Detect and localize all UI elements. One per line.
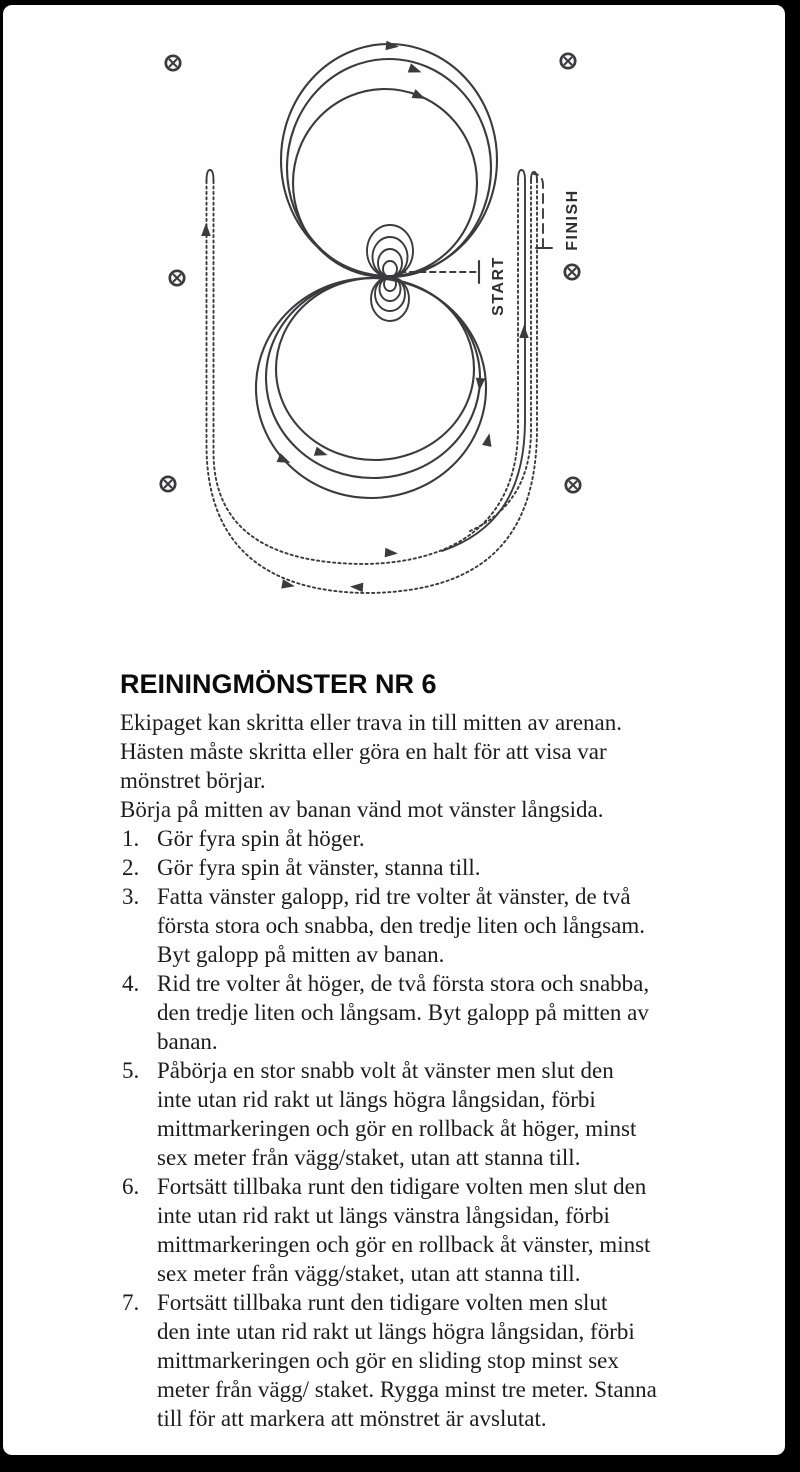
step-line: Påbörja en stor snabb volt åt vänster men slut den [157,1058,614,1083]
arena-marker-icon [565,265,579,279]
step-line: banan. [157,1029,218,1054]
step-line: inte utan rid rakt ut längs vänstra långsidan, förbi [157,1203,610,1228]
step-item [120,853,720,882]
step-number: 4. [122,971,140,996]
direction-arrows [201,41,529,593]
step-item [120,1056,720,1172]
step-number: 5. [122,1058,140,1083]
step-line: den tredje liten och långsam. Byt galopp på mitten av [157,1000,649,1025]
instructions-block [120,666,720,1433]
step-line: Fortsätt tillbaka runt den tidigare volten men slut [157,1290,608,1315]
arena-marker-icon [161,477,175,491]
step-item [120,1288,720,1433]
step-number: 7. [122,1290,140,1315]
step-line: mittmarkeringen och gör en rollback åt höger, minst [157,1116,637,1141]
arena-marker-icon [166,56,180,70]
arena-marker-icon [561,54,575,68]
intro-paragraph [120,708,720,824]
step-line: Rid tre volter åt höger, de två första stora och snabba, [157,971,650,996]
step-line: meter från vägg/ staket. Rygga minst tre meter. Stanna [157,1377,657,1402]
arena-marker-icon [566,478,580,492]
step-number: 2. [122,855,140,880]
rundown-paths [207,170,553,593]
top-circles [281,44,497,277]
step-item [120,969,720,1056]
intro-line: Hästen måste skritta eller göra en halt för att visa var [120,739,607,764]
finish-label: FINISH [564,189,581,251]
step-line: första stora och snabba, den tredje liten och långsam. [157,913,645,938]
step-line: mittmarkeringen och gör en rollback åt vänster, minst [157,1232,651,1257]
steps-list [120,824,720,1433]
step-item [120,1172,720,1288]
step-number: 6. [122,1174,140,1199]
step-line: sex meter från vägg/staket, utan att stanna till. [157,1261,581,1286]
step-line: Gör fyra spin åt vänster, stanna till. [157,855,481,880]
step-line: till för att markera att mönstret är avslutat. [157,1406,547,1431]
step-line: mittmarkeringen och gör en sliding stop minst sex [157,1348,619,1373]
step-line: Fortsätt tillbaka runt den tidigare volten men slut den [157,1174,647,1199]
reining-pattern-diagram [0,0,800,665]
step-item [120,882,720,969]
step-line: Byt galopp på mitten av banan. [157,942,445,967]
arena-marker-icon [170,271,184,285]
step-line: Gör fyra spin åt höger. [157,826,365,851]
step-item [120,824,720,853]
intro-line: Börja på mitten av banan vänd mot vänster långsida. [120,797,604,822]
spin-circles [367,225,413,321]
step-line: inte utan rid rakt ut längs högra långsidan, förbi [157,1087,596,1112]
intro-line: Ekipaget kan skritta eller trava in till mitten av arenan. [120,710,622,735]
page-title: REININGMÖNSTER NR 6 [120,669,437,699]
step-line: sex meter från vägg/staket, utan att stanna till. [157,1145,581,1170]
bottom-circles [256,278,486,498]
start-pointer [400,261,479,283]
step-number: 3. [122,884,140,909]
step-line: Fatta vänster galopp, rid tre volter åt vänster, de två [157,884,631,909]
step-number: 1. [122,826,140,851]
start-label: START [490,256,507,316]
step-line: den inte utan rid rakt ut längs högra långsidan, förbi [157,1319,635,1344]
intro-line: mönstret börjar. [120,768,266,793]
